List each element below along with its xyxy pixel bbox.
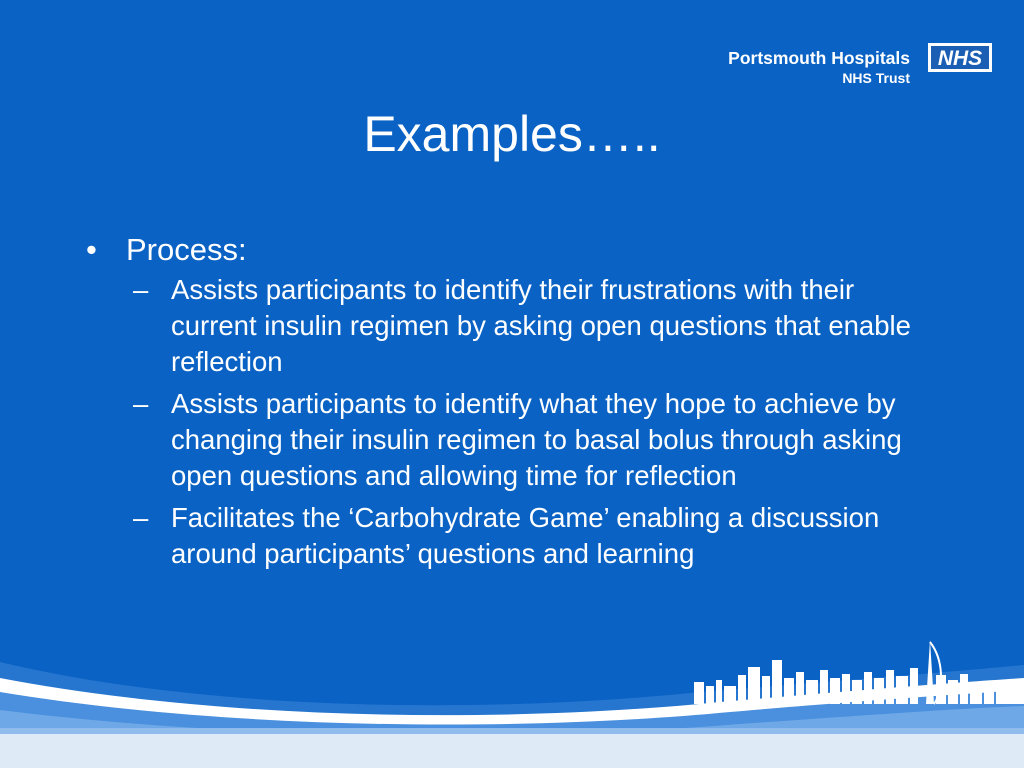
slide-title: Examples….. xyxy=(363,106,661,162)
sub-bullet-item xyxy=(133,500,966,572)
bullet-label: Process: xyxy=(126,232,247,267)
organisation-name-block xyxy=(696,48,910,88)
sub-bullet-item xyxy=(133,272,966,380)
bullet-marker: • xyxy=(86,232,97,267)
sub-bullet-marker: – xyxy=(133,502,149,533)
sub-bullet-text: Assists participants to identify what they hope to achieve by changing their insulin regimen to basal bolus through asking open questions and allowing time for reflection xyxy=(171,388,902,491)
sub-bullet-item xyxy=(133,386,966,494)
bullet-process xyxy=(86,228,966,272)
organisation-subtitle: NHS Trust xyxy=(842,70,910,86)
nhs-logo-text: NHS xyxy=(937,47,983,70)
skyline-footer-graphic xyxy=(0,620,1024,768)
nhs-logo xyxy=(928,43,992,72)
slide-body xyxy=(86,228,966,572)
sub-bullet-text: Assists participants to identify their frustrations with their current insulin regimen by asking open questions that enable reflection xyxy=(171,274,911,377)
sub-bullet-marker: – xyxy=(133,274,149,305)
sub-bullet-marker: – xyxy=(133,388,149,419)
sub-bullet-list xyxy=(133,272,966,572)
organisation-name: Portsmouth Hospitals xyxy=(728,48,910,68)
sub-bullet-text: Facilitates the ‘Carbohydrate Game’ enabling a discussion around participants’ questions and learning xyxy=(171,502,880,569)
